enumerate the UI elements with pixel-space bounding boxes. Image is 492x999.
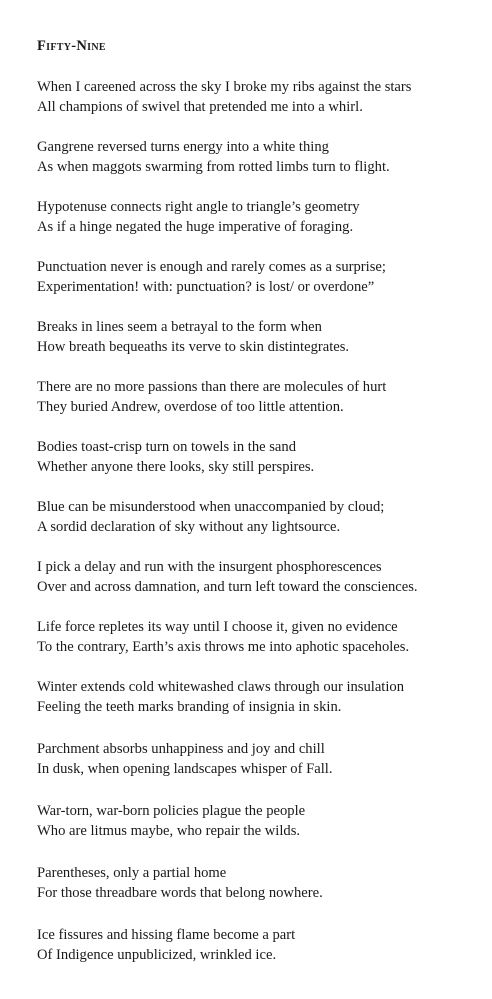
poem-line: Parchment absorbs unhappiness and joy and chill	[37, 741, 325, 757]
poem-line: As if a hinge negated the huge imperative of foraging.	[37, 219, 354, 235]
stanza	[37, 317, 477, 377]
stanza	[37, 77, 477, 137]
poem-line: Bodies toast-crisp turn on towels in the sand	[37, 439, 297, 455]
poem-line: Ice fissures and hissing flame become a part	[37, 927, 296, 943]
stanza	[37, 863, 477, 925]
stanza	[37, 137, 477, 197]
poem-line: Over and across damnation, and turn left toward the consciences.	[37, 579, 418, 595]
poem-line: They buried Andrew, overdose of too little attention.	[37, 399, 344, 415]
poem-line: Feeling the teeth marks branding of insignia in skin.	[37, 699, 342, 715]
poem-title: Fifty-Nine	[37, 38, 106, 54]
poem-line: Winter extends cold whitewashed claws through our insulation	[37, 679, 405, 695]
stanza	[37, 377, 477, 437]
stanza	[37, 739, 477, 801]
stanza	[37, 197, 477, 257]
poem-line: I pick a delay and run with the insurgent phosphorescences	[37, 559, 382, 575]
stanza	[37, 257, 477, 317]
stanza	[37, 437, 477, 497]
poem-line: All champions of swivel that pretended me into a whirl.	[37, 99, 363, 115]
stanza	[37, 557, 477, 617]
poem-line: There are no more passions than there are molecules of hurt	[37, 379, 387, 395]
stanza	[37, 677, 477, 739]
poem-line: Hypotenuse connects right angle to triangle’s geometry	[37, 199, 360, 215]
poem-line: Whether anyone there looks, sky still perspires.	[37, 459, 315, 475]
poem-line: How breath bequeaths its verve to skin distintegrates.	[37, 339, 350, 355]
poem-line: In dusk, when opening landscapes whisper of Fall.	[37, 761, 333, 777]
poem-line: Of Indigence unpublicized, wrinkled ice.	[37, 947, 277, 963]
poem-line: To the contrary, Earth’s axis throws me into aphotic spaceholes.	[37, 639, 410, 655]
poem-line: Experimentation! with: punctuation? is lost/ or overdone”	[37, 279, 375, 295]
poem-line: Parentheses, only a partial home	[37, 865, 227, 881]
stanza	[37, 925, 477, 985]
poem-line: War-torn, war-born policies plague the people	[37, 803, 306, 819]
poem-line: Punctuation never is enough and rarely comes as a surprise;	[37, 259, 386, 275]
poem-page	[37, 37, 477, 985]
stanza	[37, 801, 477, 863]
poem-line: For those threadbare words that belong nowhere.	[37, 885, 323, 901]
poem-line: Gangrene reversed turns energy into a white thing	[37, 139, 329, 155]
poem-line: Life force repletes its way until I choose it, given no evidence	[37, 619, 398, 635]
poem-line: A sordid declaration of sky without any lightsource.	[37, 519, 341, 535]
poem-line: When I careened across the sky I broke my ribs against the stars	[37, 79, 412, 95]
poem-line: Breaks in lines seem a betrayal to the form when	[37, 319, 322, 335]
stanza	[37, 617, 477, 677]
poem-line: Blue can be misunderstood when unaccompanied by cloud;	[37, 499, 385, 515]
poem-line: Who are litmus maybe, who repair the wilds.	[37, 823, 301, 839]
poem-line: As when maggots swarming from rotted limbs turn to flight.	[37, 159, 390, 175]
stanza	[37, 497, 477, 557]
